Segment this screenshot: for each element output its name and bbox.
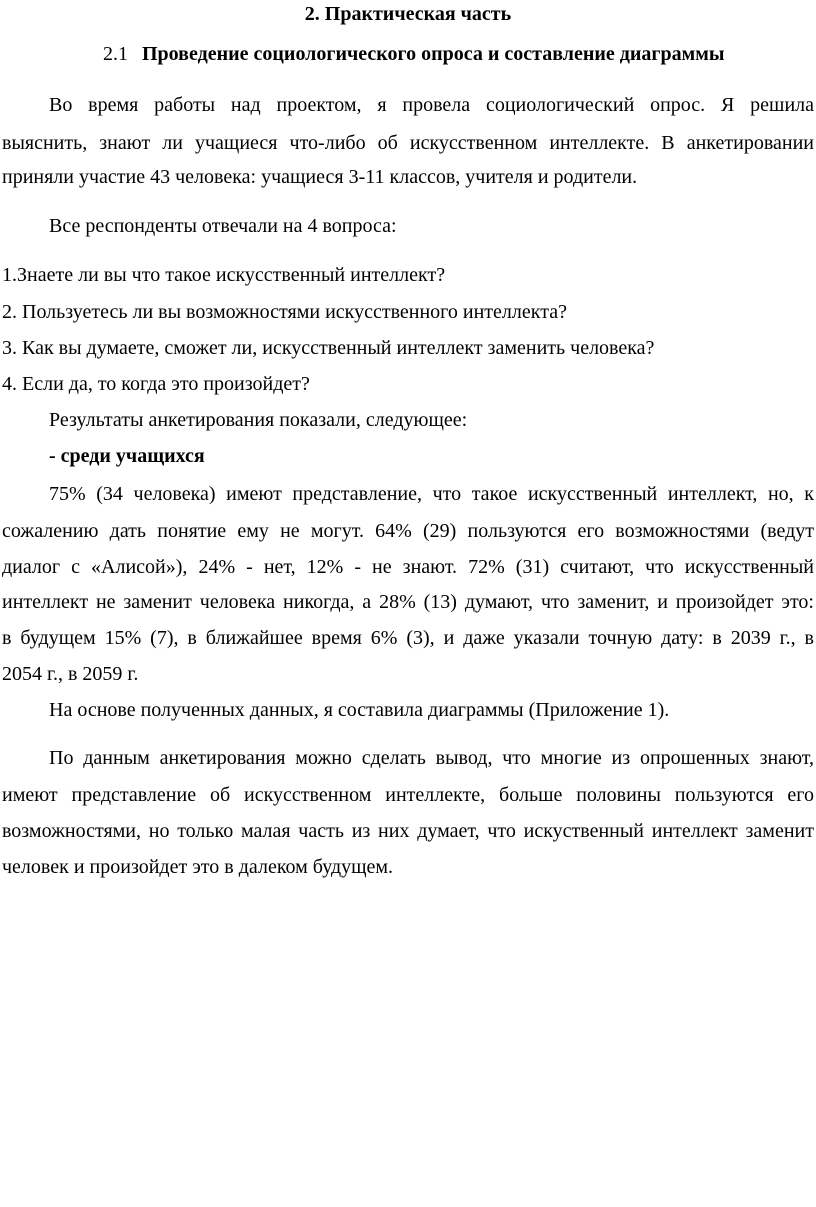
question-item: 3. Как вы думаете, сможет ли, искусственный интеллект заменить человека? [2, 337, 655, 359]
results-line: 75% (34 человека) имеют представление, что такое искусственный интеллект, но, к [49, 483, 814, 505]
subsection-title: Проведение социологического опроса и составление диаграммы [142, 43, 725, 65]
results-line: сожалению дать понятие ему не могут. 64% (29) пользуются его возможностями (ведут [2, 520, 814, 542]
results-line: в будущем 15% (7), в ближайшее время 6% (3), и даже указали точную дату: в 2039 г., в [2, 627, 814, 649]
question-item: 1.Знаете ли вы что такое искусственный интеллект? [2, 264, 446, 286]
question-item: 4. Если да, то когда это произойдет? [2, 373, 310, 395]
students-heading: - среди учащихся [49, 445, 205, 467]
results-line: 2054 г., в 2059 г. [2, 663, 139, 685]
subsection-heading [103, 42, 725, 66]
diagrams-note: На основе полученных данных, я составила диаграммы (Приложение 1). [49, 699, 670, 721]
questions-intro: Все респонденты отвечали на 4 вопроса: [49, 215, 397, 237]
conclusion-line: имеют представление об искусственном интеллекте, больше половины пользуются его [2, 784, 814, 806]
results-line: интеллект не заменит человека никогда, а 28% (13) думают, что заменит, и произойдет это: [2, 591, 814, 613]
question-item: 2. Пользуетесь ли вы возможностями искусственного интеллекта? [2, 301, 567, 323]
intro-line: выяснить, знают ли учащиеся что-либо об искусственном интеллекте. В анкетировании [2, 132, 814, 154]
conclusion-line: возможностями, но только малая часть из них думает, что искуственный интеллект заменит [2, 820, 814, 842]
intro-line: приняли участие 43 человека: учащиеся 3-11 классов, учителя и родители. [2, 166, 638, 188]
results-line: диалог с «Алисой»), 24% - нет, 12% - не знают. 72% (31) считают, что искусственный [2, 556, 814, 578]
conclusion-line: человек и произойдет это в далеком будущем. [2, 856, 394, 878]
section-heading: 2. Практическая часть [304, 3, 512, 25]
results-intro: Результаты анкетирования показали, следующее: [49, 409, 468, 431]
subsection-number: 2.1 [103, 43, 128, 65]
intro-line: Во время работы над проектом, я провела социологический опрос. Я решила [49, 94, 814, 116]
conclusion-line: По данным анкетирования можно сделать вывод, что многие из опрошенных знают, [49, 747, 814, 769]
